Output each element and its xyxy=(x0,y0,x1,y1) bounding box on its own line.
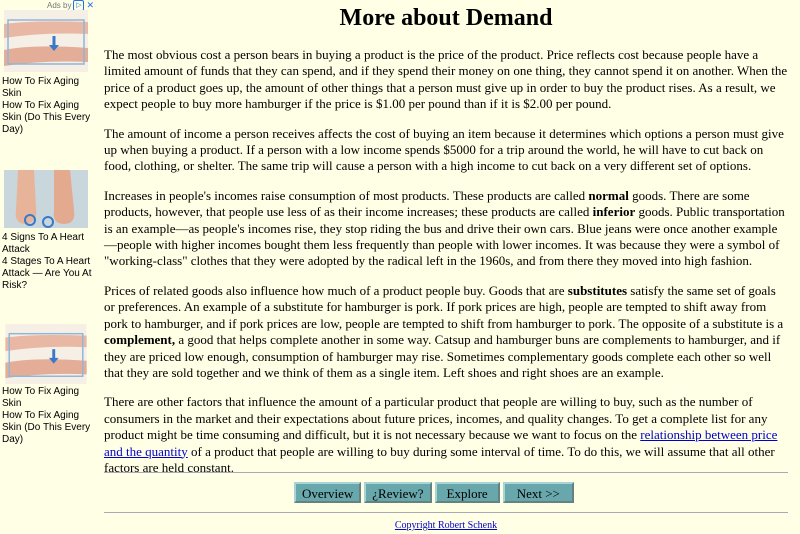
term-substitutes: substitutes xyxy=(567,282,628,298)
p3-text-a: Increases in people's incomes raise consumption of most products. These products are called xyxy=(104,187,589,203)
footer xyxy=(104,520,788,531)
ad-1-line-1: How To Fix Aging xyxy=(2,76,80,87)
ad-1-line-2: Skin xyxy=(2,88,22,99)
divider-bottom xyxy=(104,512,788,513)
divider-top xyxy=(104,472,788,473)
p4-text-b: satisfy the same set of goals or preferences. An example of a substitute for hamburger is pork. If pork prices are high, people are tempted to shift away from pork to hamburger, and if pork prices are low, people are tempted to shift from hamburger to pork. The opposite of a substitute is a xyxy=(104,282,784,331)
p3-text-b: goods. There are some products, however, that people use less of as their income increases; these products are called xyxy=(104,187,750,220)
ad-2-line-2: Attack xyxy=(2,244,30,255)
ad-1-line-4: Skin (Do This Every xyxy=(2,112,91,123)
price-quantity-link[interactable]: relationship between price and the quantity xyxy=(104,427,778,459)
p4-text-c: a good that helps complete another in some way. Catsup and hamburger buns are complements to hamburger, and if they are priced low enough, consumption of hamburger may rise. Sometimes complementary goods complete each other so well that they are sold together and we think of them as a single item. Left shoes and right shoes are an example. xyxy=(104,332,781,380)
p4-text-a: Prices of related goods also influence how much of a product people buy. Goods that are xyxy=(104,282,568,298)
ad-3-line-4: Skin (Do This Every xyxy=(2,422,91,433)
paragraph-normal-inferior xyxy=(104,188,788,270)
ad-1-line-3: How To Fix Aging xyxy=(2,100,80,111)
term-complement: complement, xyxy=(104,332,176,348)
ad-link-1[interactable] xyxy=(2,76,94,136)
close-icon[interactable]: ✕ xyxy=(86,0,94,10)
paragraph-related-goods xyxy=(104,283,788,381)
paragraph-other-factors xyxy=(104,394,788,476)
page-title: More about Demand xyxy=(339,5,553,31)
feet-ad-image[interactable] xyxy=(4,170,88,228)
ads-by-text: Ads by xyxy=(46,1,72,10)
term-inferior: inferior xyxy=(592,204,636,220)
ad-link-2[interactable] xyxy=(2,232,94,292)
ad-3-line-1: How To Fix Aging xyxy=(2,386,80,397)
term-normal: normal xyxy=(588,187,629,203)
ad-3-line-2: Skin xyxy=(2,398,22,409)
paragraph-price: The most obvious cost a person bears in buying a product is the price of the product. Price reflects cost because people have a limited amount of funds that they can spend, and if they spend their money on one thing, they cannot spend it on another. When the price of a product goes up, the amount of other things that a person must give up in order to buy the product rises. As a result, we expect people to buy more hamburger if the price is $1.00 per pound than if it is $2.00 per pound. xyxy=(104,47,788,112)
ad-1-line-5: Day) xyxy=(2,124,24,135)
ad-2-line-3: 4 Stages To A Heart xyxy=(2,256,91,267)
overview-button[interactable]: Overview xyxy=(294,482,361,503)
ad-3-line-5: Day) xyxy=(2,434,24,445)
ad-3-line-3: How To Fix Aging xyxy=(2,410,80,421)
main-content xyxy=(104,0,788,476)
explore-button[interactable]: Explore xyxy=(435,482,500,503)
p5-text-b: of a product that people are willing to buy during some interval of time. To do this, we will assume that all other factors are held constant. xyxy=(104,443,775,475)
p5-text-a: There are other factors that influence the amount of a particular product that people are willing to buy, such as the number of consumers in the market and their expectations about future prices, incomes, and quality changes. To get a complete list for any product might be time consuming and difficult, but it is not necessary because we want to focus on the xyxy=(104,394,768,443)
review-button[interactable]: ¿Review? xyxy=(364,482,431,503)
p3-text-c: goods. Public transportation is an example—as people's incomes rise, they stop riding the bus and drive their own cars. Blue jeans were once another example—people with higher incomes bought them less frequently than people with lower incomes. It was because they were a symbol of "working-class" clothes that they were adopted by the radical left in the 1960s, and from there they moved into high fashion. xyxy=(104,204,785,269)
paragraph-income: The amount of income a person receives affects the cost of buying an item because it determines which options a person must give up when buying a product. If a person with a low income spends $5000 for a trip around the world, he will have to cut back on food, clothing, or shelter. The same trip will cause a person with a high income to cut back on a very different set of options. xyxy=(104,125,784,174)
ad-2-line-1: 4 Signs To A Heart xyxy=(2,232,85,243)
arm-ad-image[interactable] xyxy=(4,10,88,72)
next-button[interactable]: Next >> xyxy=(503,482,574,503)
ad-sidebar xyxy=(0,0,96,534)
ad-2-line-5: Risk? xyxy=(2,280,28,291)
nav-bar xyxy=(294,482,574,503)
ad-2-line-4: Attack — Are You At xyxy=(2,268,92,279)
adchoices-icon[interactable]: ▷ xyxy=(73,0,84,11)
copyright-link[interactable]: Copyright Robert Schenk xyxy=(394,520,498,531)
arm-ad-image-2[interactable] xyxy=(4,324,88,384)
ad-link-3[interactable] xyxy=(2,386,94,446)
